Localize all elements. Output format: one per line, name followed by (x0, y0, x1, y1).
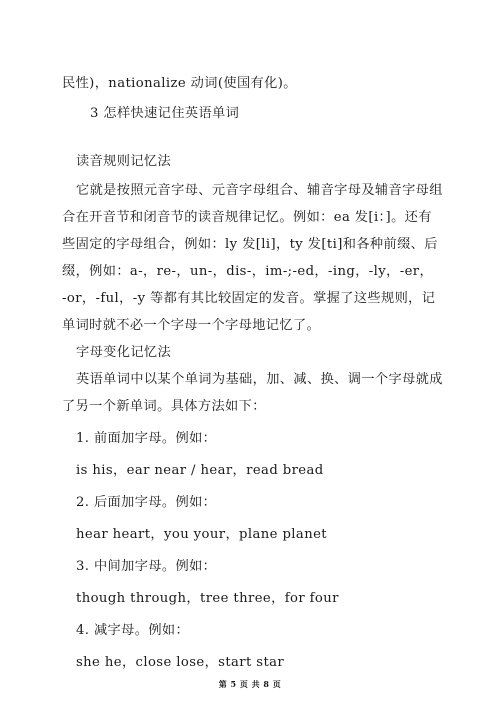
text-line-continuation: 民性)，nationalize 动词(使国有化)。 (62, 76, 297, 91)
list-item-heading: 2. 后面加字母。例如： (76, 495, 217, 510)
list-item-heading: 3. 中间加字母。例如： (76, 559, 217, 574)
list-item-heading: 1. 前面加字母。例如： (76, 431, 217, 446)
paragraph-line: 它就是按照元音字母、元音字母组合、辅音字母及辅音字母组 (76, 183, 443, 198)
example-line: though through，tree three，for four (76, 591, 339, 606)
paragraph-line: -or，-ful，-y 等都有其比较固定的发音。掌握了这些规则，记 (62, 291, 436, 306)
section-heading: 3 怎样快速记住英语单词 (90, 106, 240, 121)
paragraph-line: 单词时就不必一个字母一个字母地记忆了。 (62, 318, 321, 333)
paragraph-line: 些固定的字母组合，例如：ly 发[li]，ty 发[ti]和各种前缀、后 (62, 237, 438, 252)
paragraph-line: 合在开音节和闭音节的读音规律记忆。例如：ea 发[i：]。还有 (62, 210, 432, 225)
example-line: hear heart，you your，plane planet (76, 527, 327, 542)
subheading-letter-change: 字母变化记忆法 (76, 345, 172, 360)
paragraph-line: 英语单词中以某个单词为基础，加、减、换、调一个字母就成 (76, 372, 443, 387)
example-line: she he，close lose，start star (76, 655, 285, 670)
subheading-pronunciation-rules: 读音规则记忆法 (76, 154, 172, 169)
paragraph-line: 了另一个新单词。具体方法如下： (62, 399, 266, 414)
example-line: is his，ear near / hear，read bread (76, 463, 324, 478)
page-number-footer: 第 5 页 共 8 页 (218, 679, 282, 689)
list-item-heading: 4. 减字母。例如： (76, 623, 190, 638)
paragraph-line: 缀，例如：a-，re-，un-，dis-，im-;-ed，-ing，-ly，-er， (62, 264, 434, 279)
